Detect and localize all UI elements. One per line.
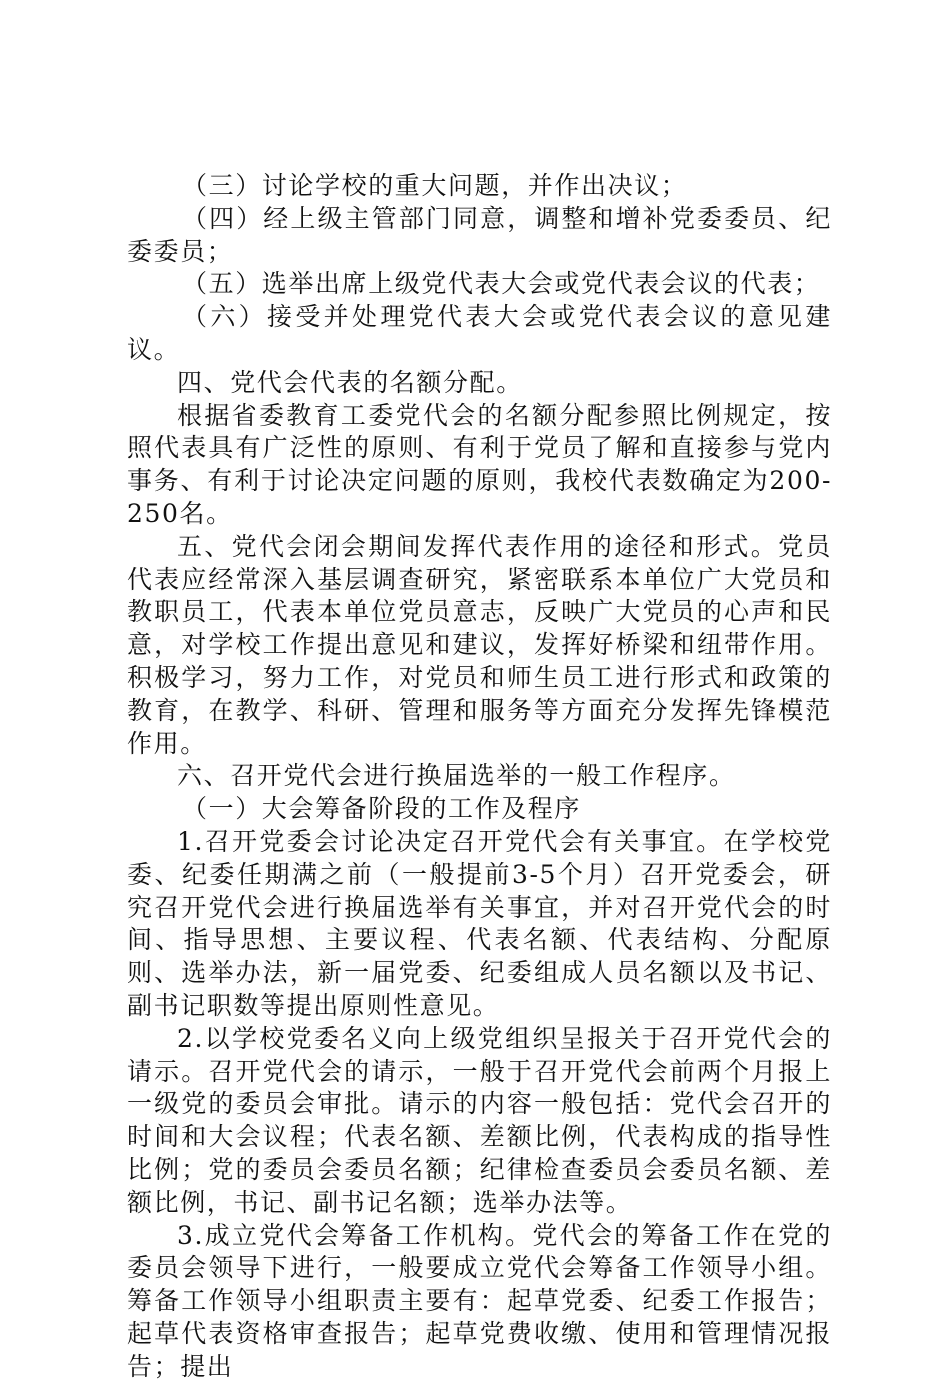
section-heading-4: 四、党代会代表的名额分配。 <box>127 367 832 400</box>
paragraph-item-6: （六）接受并处理党代表大会或党代表会议的意见建议。 <box>127 301 832 367</box>
step-3-paragraph: 3.成立党代会筹备工作机构。党代会的筹备工作在党的委员会领导下进行，一般要成立党代会筹备工作领导小组。筹备工作领导小组职责主要有：起草党委、纪委工作报告；起草代表资格审查报告；起草党费收缴、使用和管理情况报告；提出 <box>127 1220 832 1383</box>
paragraph-item-4: （四）经上级主管部门同意，调整和增补党委委员、纪委委员； <box>127 203 832 269</box>
subsection-heading-1: （一）大会筹备阶段的工作及程序 <box>127 793 832 826</box>
paragraph-quota: 根据省委教育工委党代会的名额分配参照比例规定，按照代表具有广泛性的原则、有利于党员了解和直接参与党内事务、有利于讨论决定问题的原则，我校代表数确定为200-250名。 <box>127 400 832 531</box>
section-heading-5: 五、党代会闭会期间发挥代表作用的途径和形式。党员代表应经常深入基层调查研究，紧密联系本单位广大党员和教职员工，代表本单位党员意志，反映广大党员的心声和民意，对学校工作提出意见和建议，发挥好桥梁和纽带作用。积极学习，努力工作，对党员和师生员工进行形式和政策的教育，在教学、科研、管理和服务等方面充分发挥先锋模范作用。 <box>127 531 832 761</box>
step-2-paragraph: 2.以学校党委名义向上级党组织呈报关于召开党代会的请示。召开党代会的请示，一般于召开党代会前两个月报上一级党的委员会审批。请示的内容一般包括：党代会召开的时间和大会议程；代表名额、差额比例，代表构成的指导性比例；党的委员会委员名额；纪律检查委员会委员名额、差额比例，书记、副书记名额；选举办法等。 <box>127 1023 832 1220</box>
section-heading-6: 六、召开党代会进行换届选举的一般工作程序。 <box>127 760 832 793</box>
step-1-paragraph: 1.召开党委会讨论决定召开党代会有关事宜。在学校党委、纪委任期满之前（一般提前3-5个月）召开党委会，研究召开党代会进行换届选举有关事宜，并对召开党代会的时间、指导思想、主要议程、代表名额、代表结构、分配原则、选举办法，新一届党委、纪委组成人员名额以及书记、副书记职数等提出原则性意见。 <box>127 826 832 1023</box>
paragraph-item-3: （三）讨论学校的重大问题，并作出决议； <box>127 170 832 203</box>
document-body <box>127 170 832 1383</box>
paragraph-item-5: （五）选举出席上级党代表大会或党代表会议的代表； <box>127 268 832 301</box>
